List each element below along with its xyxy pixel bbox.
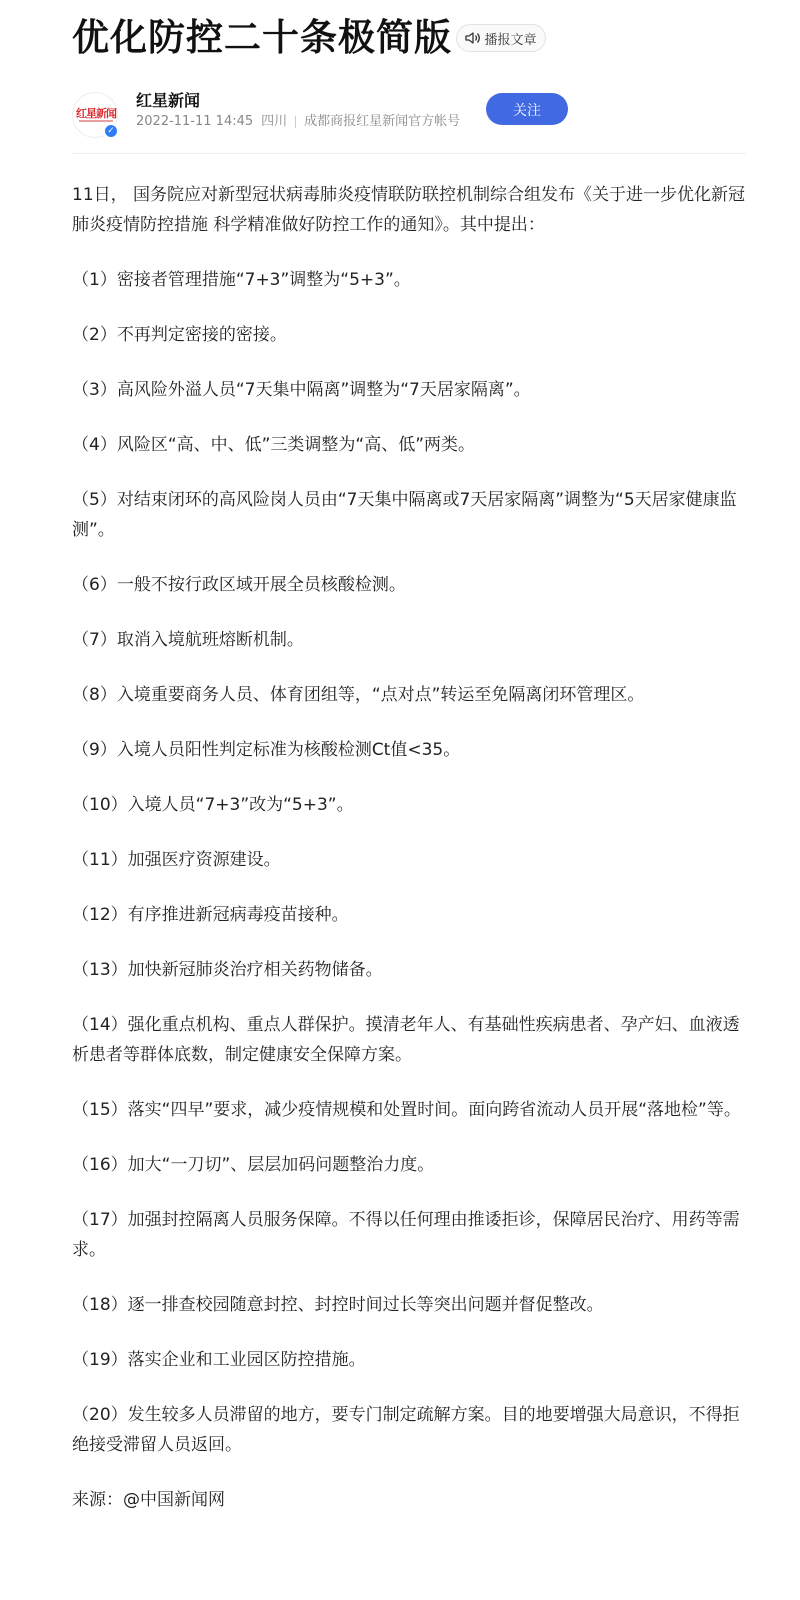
avatar-logo: 红星新闻 xyxy=(76,107,116,120)
list-item: （19）落实企业和工业园区防控措施。 xyxy=(72,1350,366,1370)
article-body xyxy=(72,180,748,1515)
list-item: （10）入境人员“7+3”改为“5+3”。 xyxy=(72,795,354,815)
list-item: （12）有序推进新冠病毒疫苗接种。 xyxy=(72,905,349,925)
header-divider xyxy=(72,153,746,154)
tts-label: 播报文章 xyxy=(484,32,537,48)
author-avatar[interactable] xyxy=(72,92,118,138)
meta-divider xyxy=(295,116,296,128)
follow-button[interactable]: 关注 xyxy=(486,93,568,125)
list-item: （16）加大“一刀切”、层层加码问题整治力度。 xyxy=(72,1155,435,1175)
publish-location: 四川 xyxy=(261,114,288,129)
article-title: 优化防控二十条极简版 xyxy=(72,16,452,59)
list-item: （9）入境人员阳性判定标准为核酸检测Ct值<35。 xyxy=(72,740,461,760)
list-item: （13）加快新冠肺炎治疗相关药物储备。 xyxy=(72,960,383,980)
avatar-logo-underline xyxy=(79,120,113,122)
source-line: 来源：@中国新闻网 xyxy=(72,1490,225,1510)
tts-button[interactable] xyxy=(456,24,546,52)
list-item: （18）逐一排查校园随意封控、封控时间过长等突出问题并督促整改。 xyxy=(72,1295,604,1315)
intro-paragraph: 11日， 国务院应对新型冠状病毒肺炎疫情联防联控机制综合组发布《关于进一步优化新冠肺炎疫情防控措施 科学精准做好防控工作的通知》。其中提出： xyxy=(72,185,746,235)
list-item: （6）一般不按行政区域开展全员核酸检测。 xyxy=(72,575,406,595)
list-item: （17）加强封控隔离人员服务保障。不得以任何理由推诿拒诊，保障居民治疗、用药等需求。 xyxy=(72,1210,740,1260)
list-item: （15）落实“四早”要求，减少疫情规模和处置时间。面向跨省流动人员开展“落地检”等。 xyxy=(72,1100,741,1120)
list-item: （11）加强医疗资源建设。 xyxy=(72,850,281,870)
publish-date: 2022-11-11 14:45 xyxy=(136,114,254,129)
speaker-icon xyxy=(465,31,481,45)
list-item: （2）不再判定密接的密接。 xyxy=(72,325,287,345)
list-item: （20）发生较多人员滞留的地方，要专门制定疏解方案。目的地要增强大局意识，不得拒绝接受滞留人员返回。 xyxy=(72,1405,740,1455)
list-item: （1）密接者管理措施“7+3”调整为“5+3”。 xyxy=(72,270,411,290)
verified-badge-icon: ✓ xyxy=(103,123,119,139)
list-item: （3）高风险外溢人员“7天集中隔离”调整为“7天居家隔离”。 xyxy=(72,380,531,400)
list-item: （14）强化重点机构、重点人群保护。摸清老年人、有基础性疾病患者、孕产妇、血液透析患者等群体底数，制定健康安全保障方案。 xyxy=(72,1015,740,1065)
author-description: 成都商报红星新闻官方帐号 xyxy=(304,114,461,129)
list-item: （7）取消入境航班熔断机制。 xyxy=(72,630,304,650)
article-meta xyxy=(136,113,460,131)
author-name[interactable]: 红星新闻 xyxy=(136,91,201,110)
list-item: （8）入境重要商务人员、体育团组等，“点对点”转运至免隔离闭环管理区。 xyxy=(72,685,645,705)
list-item: （4）风险区“高、中、低”三类调整为“高、低”两类。 xyxy=(72,435,476,455)
list-item: （5）对结束闭环的高风险岗人员由“7天集中隔离或7天居家隔离”调整为“5天居家健康监测”。 xyxy=(72,490,737,540)
